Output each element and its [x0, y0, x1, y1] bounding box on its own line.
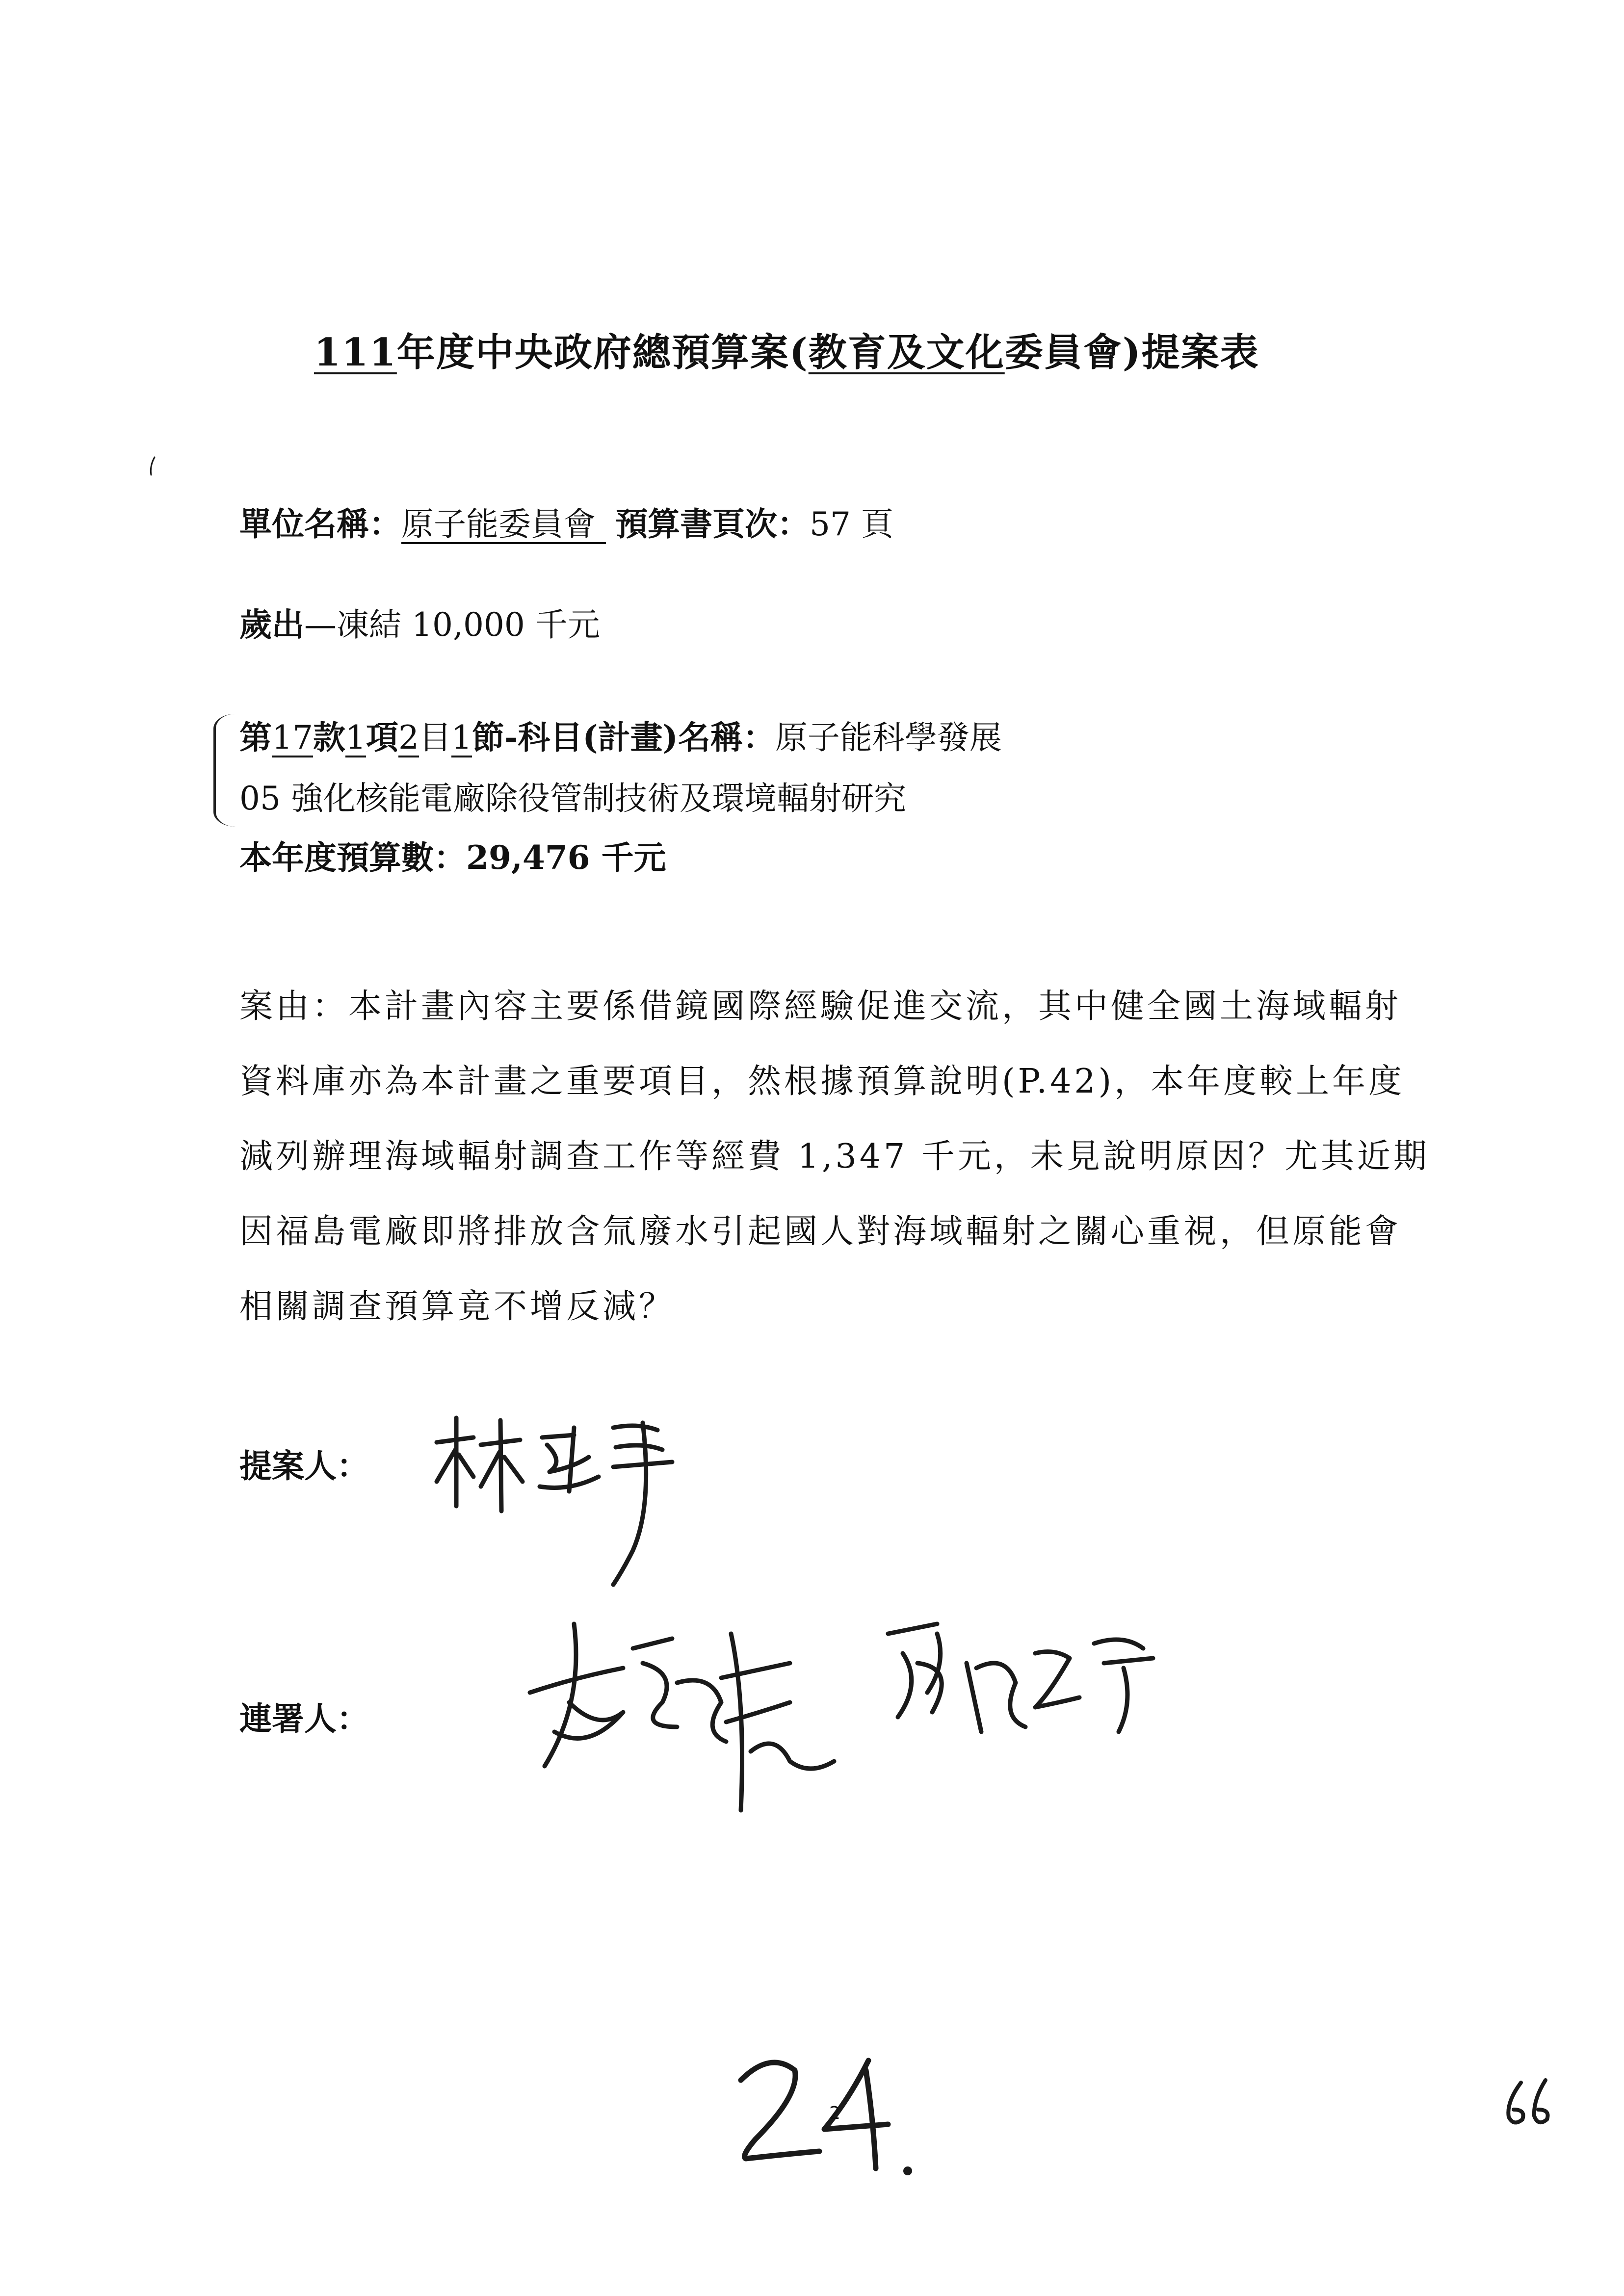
- unit-underline-gap: [596, 508, 615, 541]
- unit-label: 單位名稱：: [239, 505, 401, 543]
- title-committee: 教育及文化: [808, 330, 1005, 375]
- item-name: 原子能科學發展: [775, 719, 1002, 757]
- cosigner-signature-2: [888, 1624, 1153, 1732]
- page-number: 2: [829, 2103, 840, 2123]
- expenditure-line: [239, 605, 600, 644]
- item-kuan: 17: [272, 719, 313, 757]
- item-kuan-label: 款: [313, 718, 345, 757]
- item-sub-line: 05 強化核能電廠除役管制技術及環境輻射研究: [239, 780, 906, 817]
- item-mu-label: 目: [419, 719, 451, 757]
- budget-label: 本年度預算數：: [239, 838, 466, 877]
- proposer-label: 提案人：: [239, 1447, 369, 1485]
- item-xiang-label: 項: [366, 718, 398, 757]
- unit-name: 原子能委員會: [401, 505, 596, 543]
- cosigner-signature-1: [530, 1624, 834, 1810]
- title-year: 111: [314, 330, 397, 375]
- handwritten-number-dot: [903, 2166, 912, 2175]
- item-prefix: 第: [239, 718, 272, 757]
- item-bracket: [213, 714, 236, 827]
- title-suffix: 委員會)提案表: [1004, 330, 1259, 375]
- item-jie-label: 節-科目(計畫)名稱：: [471, 718, 775, 757]
- stray-mark: [147, 456, 157, 476]
- budget-line: [239, 838, 666, 877]
- expenditure-label: 歲出: [239, 605, 304, 644]
- proposer-signature: [427, 1408, 721, 1594]
- unit-line: [239, 505, 893, 543]
- corner-number: [1499, 2078, 1558, 2132]
- item-line: [239, 718, 1002, 757]
- cosigner-label: 連署人：: [239, 1699, 369, 1738]
- reason-paragraph: 案由：本計畫內容主要係借鏡國際經驗促進交流，其中健全國土海域輻射資料庫亦為本計畫之重要項目，然根據預算說明(P.42)，本年度較上年度減列辦理海域輻射調查工作等經費 1,347 千元，未見說明原因？尤其近期因福島電廠即將排放含氚廢水引起國人對海域輻射之關心重視，但原能會相關調查預算竟不增反減？: [239, 987, 1430, 1326]
- budget-page-value: 57 頁: [810, 505, 893, 543]
- cosigner-signatures: [515, 1604, 1192, 1859]
- expenditure-text: —凍結 10,000 千元: [304, 606, 600, 644]
- item-xiang: 1: [345, 719, 366, 757]
- title-prefix: 年度中央政府總預算案(: [396, 330, 809, 375]
- budget-page-label: 預算書頁次：: [615, 505, 810, 543]
- budget-value: 29,476 千元: [466, 838, 666, 877]
- document-title: [314, 330, 1259, 375]
- item-jie: 1: [451, 719, 472, 757]
- item-mu: 2: [398, 719, 419, 757]
